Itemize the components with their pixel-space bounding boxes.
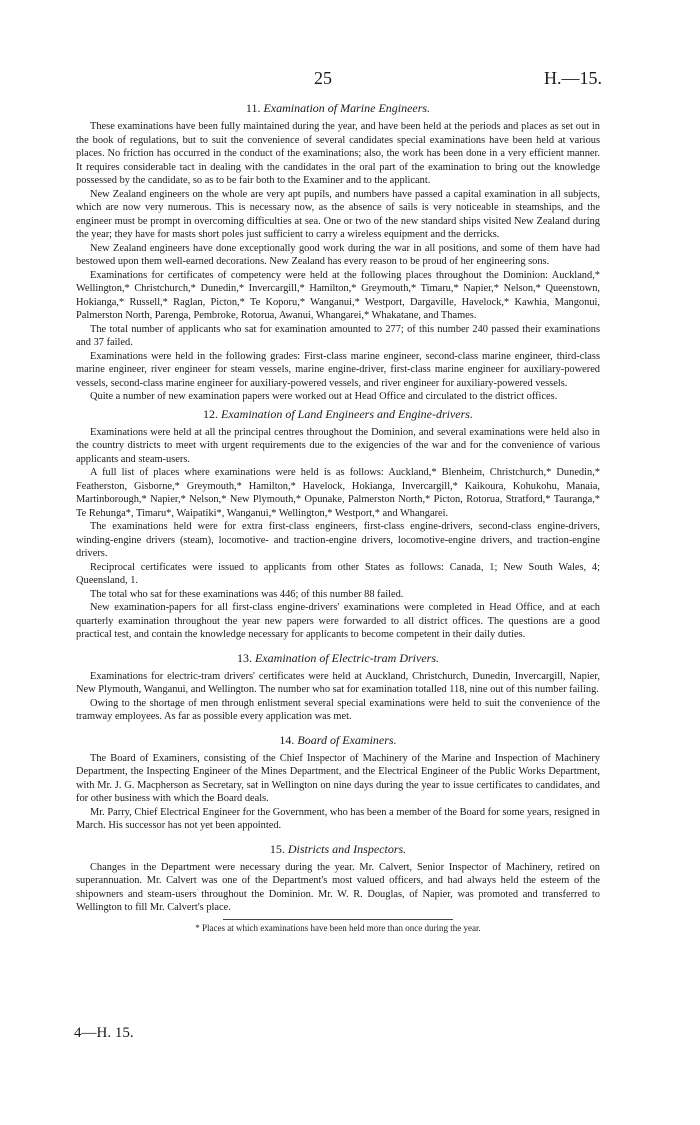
paragraph: New Zealand engineers have done exceptionally good work during the war in all positions, and some of them have had bestowed upon them well-earned decorations. New Zealand has every reason to be proud of her engineering sons. xyxy=(76,242,600,267)
paragraph: New examination-papers for all first-class engine-drivers' examinations were completed in Head Office, and at each quarterly examination throughout the year new papers were forwarded to all district offices. The questions are a good practical test, and contain the knowledge necessary for applicants to become competent in their daily duties. xyxy=(76,602,600,640)
footnote-divider xyxy=(223,919,453,920)
paragraph: Reciprocal certificates were issued to applicants from other States as follows: Canada, 1; New South Wales, 4; Queensland, 1. xyxy=(76,561,600,586)
paragraph: Examinations for electric-tram drivers' certificates were held at Auckland, Christchurch, Dunedin, Invercargill, Napier, New Plymouth, Wanganui, and Wellington. The number who sat for examination totalled 118, nine out of this number failing. xyxy=(76,670,600,695)
section-heading: 12. Examination of Land Engineers and Engine-drivers. xyxy=(203,406,473,421)
paragraph: Owing to the shortage of men through enlistment several special examinations were held to suit the convenience of the tramway employees. As far as possible every application was met. xyxy=(76,697,600,722)
paragraph: These examinations have been fully maintained during the year, and have been held at the periods and places as set out in the book of regulations, but to suit the convenience of several candidates special examinations have been held at various places. No friction has occurred in the conduct of the examinations; also, the work has been done in a very efficient manner. It requires considerable tact in dealing with the candidates in the oral part of the examination to bring out the knowledge possessed by the candidate, so as to be fair both to the Examiner and to the applicant. xyxy=(76,121,600,186)
page-header xyxy=(76,60,600,94)
paragraph: The total number of applicants who sat for examination amounted to 277; of this number 240 passed their examinations and 37 failed. xyxy=(76,323,600,348)
section-14 xyxy=(76,733,600,833)
paragraph: The examinations held were for extra first-class engineers, first-class engine-drivers, second-class engine-drivers, winding-engine drivers (steam), locomotive- and traction-engine drivers, locomotive-engine drivers, and traction-engine drivers. xyxy=(76,521,600,559)
section-heading: 14. Board of Examiners. xyxy=(279,732,397,747)
section-15 xyxy=(76,842,600,915)
section-11 xyxy=(76,101,600,404)
paragraph: Quite a number of new examination papers were worked out at Head Office and circulated to the district offices. xyxy=(90,391,558,402)
paragraph: A full list of places where examinations were held is as follows: Auckland,* Blenheim, Christchurch,* Dunedin,* Featherston, Gisborne,* Greymouth,* Hamilton,* Havelock, Hokianga, Invercargill,* Kaikoura, Kohukohu, Manaia, Martinborough,* Napier,* Nelson,* New Plymouth,* Opunake, Palmerston North,* Picton, Rotorua, Stratford,* Tauranga,* Te Rehunga*, Timaru*, Waipatiki*, Wanganui,* Wellington,* Westport,* and Whangarei. xyxy=(76,467,600,519)
section-13 xyxy=(76,651,600,724)
paragraph: The Board of Examiners, consisting of the Chief Inspector of Machinery of the Marine and Inspection of Machinery Department, the Inspecting Engineer of the Mines Department, and the Electrical Engineer of the Public Works Department, with Mr. J. G. Macpherson as Secretary, sat in Wellington on nine days during the year to issue certificates to candidates, and for other business with which the Board deals. xyxy=(76,752,600,804)
paragraph: Mr. Parry, Chief Electrical Engineer for the Government, who has been a member of the Board for some years, resigned in March. His successor has not yet been appointed. xyxy=(76,806,600,831)
paragraph: New Zealand engineers on the whole are very apt pupils, and numbers have passed a capital examination in all subjects, which are now very numerous. This is necessary now, as the absence of sails is very noticeable in steamships, and the engineer must be prompt in overcoming difficulties at sea. One or two of the new standard ships visited New Zealand during the year; they have for masts short poles just sufficient to carry a wireless equipment and the derricks. xyxy=(76,188,600,240)
paragraph: Examinations were held at all the principal centres throughout the Dominion, and several examinations were held also in the country districts to meet with urgent requirements due to the exigencies of the war and for the convenience of various applicants and steam-users. xyxy=(76,426,600,465)
section-12 xyxy=(76,407,600,642)
section-heading: 11. Examination of Marine Engineers. xyxy=(245,101,431,115)
signature-mark: 4—H. 15. xyxy=(74,1025,134,1041)
document-reference: H.—15. xyxy=(544,68,602,88)
section-heading: 13. Examination of Electric-tram Drivers. xyxy=(237,650,439,665)
page-number: 25 xyxy=(314,68,332,88)
footnote: * Places at which examinations have been held more than once during the year. xyxy=(195,922,481,933)
paragraph: Examinations were held in the following grades: First-class marine engineer, second-class marine engineer, third-class marine engineer, river engineer for steam vessels, marine engine-driver, first-class marine engineer for auxiliary-powered vessels, second-class marine engineer for auxiliary-powered vessels, and river engineer for auxiliary-powered vessels. xyxy=(76,350,600,389)
section-heading: 15. Districts and Inspectors. xyxy=(269,841,407,856)
paragraph: The total who sat for these examinations was 446; of this number 88 failed. xyxy=(90,588,404,600)
document-body xyxy=(76,98,600,933)
paragraph: Examinations for certificates of competency were held at the following places throughout the Dominion: Auckland,* Wellington,* Christchurch,* Dunedin,* Invercargill,* Hamilton,* Greymouth,* Timaru,* Napier,* Nelson,* Queenstown, Hokianga,* Russell,* Raglan, Picton,* Te Koporu,* Wanganui,* Westport, Dargaville, Havelock,* Kawhia, Mangonui, Palmerston North, Parenga, Pembroke, Rotorua, Awanui, Whangarei,* Whakatane, and Thames. xyxy=(76,269,600,321)
paragraph: Changes in the Department were necessary during the year. Mr. Calvert, Senior Inspector of Machinery, retired on superannuation. Mr. Calvert was one of the Department's most valued officers, and had always held the esteem of the shipowners and steam-users throughout the Dominion. Mr. W. R. Douglas, of Napier, was promoted and transferred to Wellington to fill Mr. Calvert's place. xyxy=(76,861,600,913)
